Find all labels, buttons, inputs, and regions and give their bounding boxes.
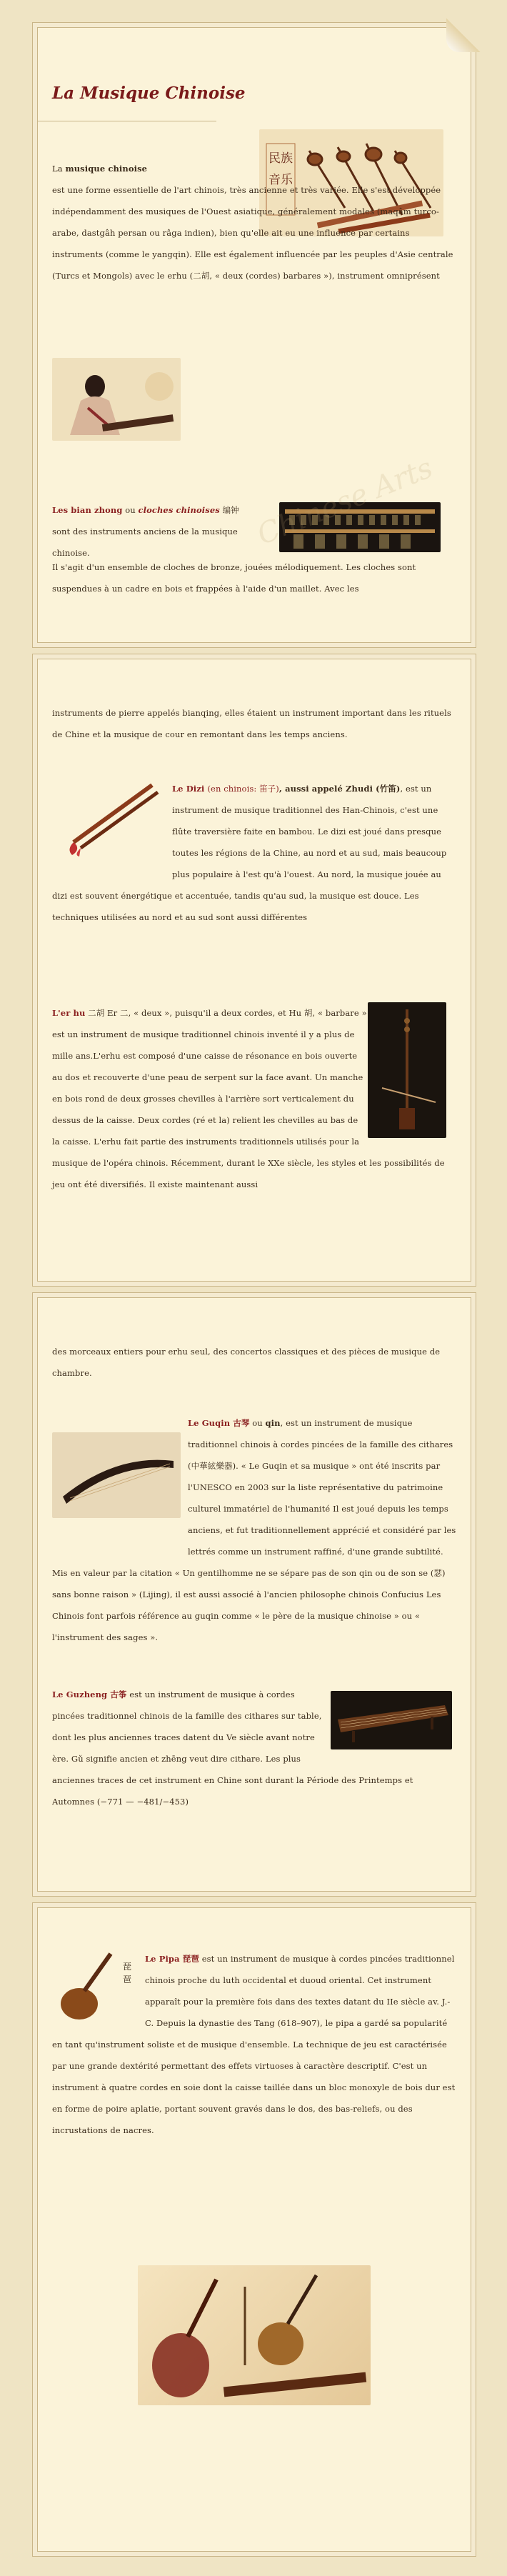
erhu-paragraph: L'er hu 二胡 Er 二, « deux », puisqu'il a deux cordes, et Hu 胡, « barbare » est un instrument de musique traditionnel chinois inventé il y a plus de mille ans.L'erhu est composé d'une caisse de résonance en bois ouverte au dos et recouverte d'une peau de serpent sur la face avant. Un manche en bois rond de deux grosses chevilles à l'arrière sort verticalement du dessus de la caisse. Deux cordes (ré et la) relient les chevilles au bas de la caisse. L'erhu fait partie des instruments traditionnels utilisés pour la musique de l'opéra chinois. Récemment, durant le XXe siècle, les styles et les possibilités de jeu ont été diversifiés. Il existe maintenant aussi (52, 1008, 445, 1189)
guzheng-paragraph: Le Guzheng 古筝 est un instrument de musique à cordes pincées traditionnel chinois de la famille des cithares sur table, dont les plus anciennes traces datent du Ve siècle avant notre ère. Gǔ signifie ancien et zhēng veut dire cithare. Les plus anciennes traces de cet instrument en Chine sont durant la Période des Printemps et Automnes (−771 — −481/−453) (52, 1689, 413, 1807)
page-2 (37, 659, 471, 1282)
guqin-paragraph: Le Guqin 古琴 ou qin, est un instrument de musique traditionnel chinois à cordes pincées de la famille des cithares (中華絃樂器). « Le Guqin et sa musique » ont été inscrits par l'UNESCO en 2003 sur la liste représentative du patrimoine culturel immatériel de l'humanité Il est joué depuis les temps anciens, et fut traditionnellement apprécié et considéré par les lettrés comme un instrument raffiné, d'une grande subtilité. Mis en valeur par la citation « Un gentilhomme ne se sépare pas de son qin ou de son se (瑟) sans bonne raison » (Lijing), il est aussi associé à l'ancien philosophe chinois Confucius Les Chinois font parfois référence au guqin comme « le père de la musique chinoise » ou « l'instrument des sages ». (52, 1418, 456, 1642)
bianzhong-heading-line: Les bian zhong ou cloches chinoises 编钟 sont des instruments anciens de la musique chinoise. (52, 505, 239, 558)
intro-body-text: est une forme essentielle de l'art chinois, très ancienne et très variée. Elle s'est développée indépendamment des musiques de l'Ouest asiatique, généralement modales (maqâm turco-arabe, dastgâh persan ou râga indien), bien qu'elle ait eu une influence par certains instruments (comme le yangqin). Elle est également influencée par les peuples d'Asie centrale (Turcs et Mongols) avec le erhu (二胡, « deux (cordes) barbares »), instrument omniprésent (52, 185, 453, 281)
headline-chars-2: 音乐 (268, 173, 293, 187)
instruments-collage-image (138, 2265, 371, 2405)
headline-chars: 民族 (268, 151, 293, 166)
pipa-paragraph: Le Pipa 琵琶 est un instrument de musique à cordes pincées traditionnel chinois proche du luth occidental et duoud oriental. Cet instrument apparaît pour la première fois dans des textes datant du IIe siècle av. J.-C. Depuis la dynastie des Tang (618–907), le pipa a gardé sa popularité en tant qu'instrument soliste et de musique d'ensemble. La technique de jeu est caractérisée par une grande dextérité permettant des effets virtuoses à caractère descriptif. C'est un instrument à quatre cordes en soie dont la caisse taillée dans un bloc monoxyle de bois dur est en forme de poire aplatie, portant souvent gravés dans le dos, des bas-reliefs, ou des incrustations de nacres. (52, 1954, 456, 2135)
page-title: La Musique Chinoise (52, 84, 246, 103)
page-4 (37, 1907, 471, 2552)
watermark: Chinese Arts (252, 451, 438, 552)
guqin-player-image (52, 358, 181, 441)
bianzhong-image (279, 502, 441, 552)
pipa-vertical-chars-2: 琶 (122, 1975, 132, 1985)
dizi-paragraph: Le Dizi (en chinois: 笛子), aussi appelé Zhudi (竹笛), est un instrument de musique traditionnel des Han-Chinois, c'est une flûte traversière faite en bambou. Le dizi est joué dans presque toutes les régions de la Chine, au nord et au sud, mais beaucoup plus populaire à l'est qu'à l'ouest. Au nord, la musique jouée au dizi est souvent énergétique et accentuée, tandis qu'au sud, la musique est douce. Les techniques utilisées au nord et au sud sont aussi différentes (52, 784, 447, 922)
page-3 (37, 1297, 471, 1892)
pipa-vertical-chars: 琵 (122, 1962, 132, 1972)
intro-paragraph: La musique chinoise (52, 164, 148, 174)
page-1 (37, 27, 471, 643)
erhu-continued: des morceaux entiers pour erhu seul, des concertos classiques et des pièces de musique de chambre. (52, 1347, 441, 1378)
intro-paragraph-body (52, 179, 456, 286)
bianzhong-continued: instruments de pierre appelés bianqing, elles étaient un instrument important dans les rituels de Chine et la musique de cour en remontant dans les temps anciens. (52, 708, 451, 739)
bianzhong-paragraph: Il s'agit d'un ensemble de cloches de bronze, jouées mélodiquement. Les cloches sont suspendues à un cadre en bois et frappées à l'aide d'un maillet. Avec les (52, 562, 416, 594)
page-curl (446, 18, 481, 52)
